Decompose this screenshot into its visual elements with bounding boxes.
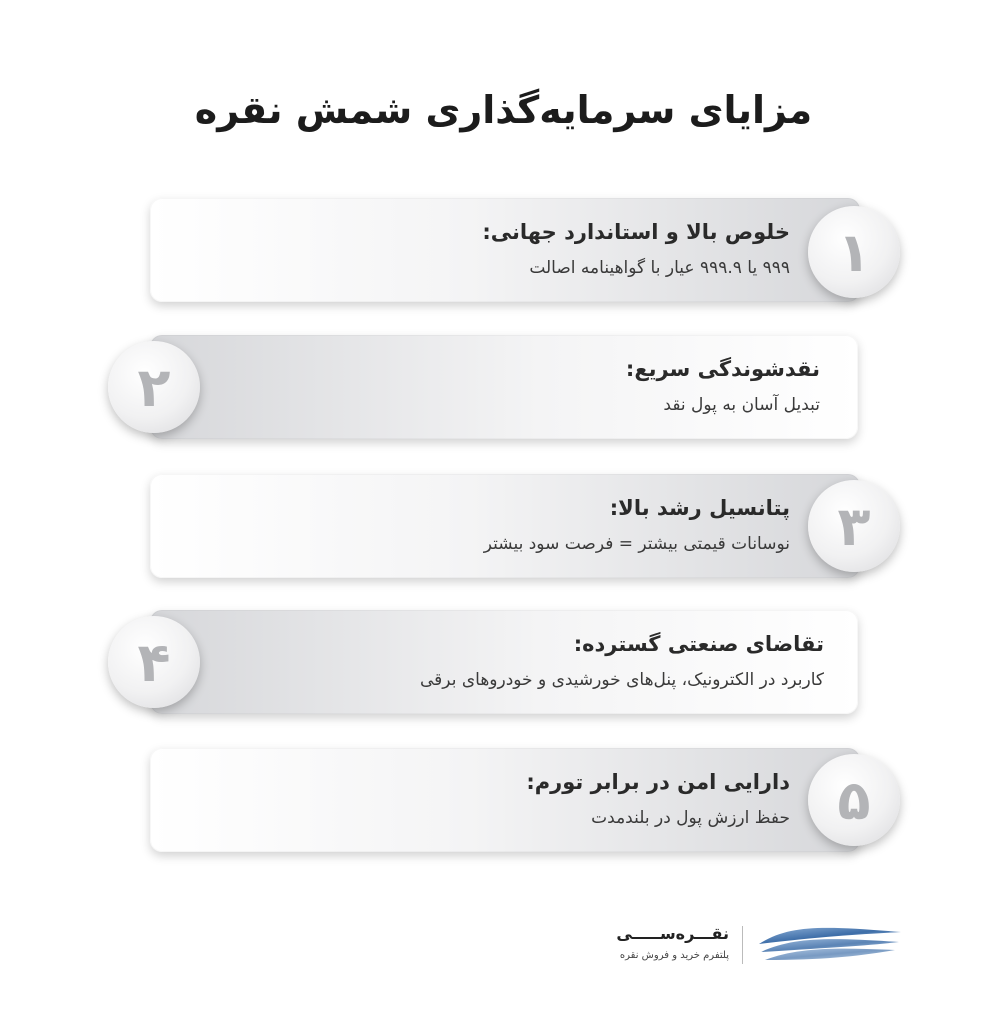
benefit-description: حفظ ارزش پول در بلندمدت bbox=[591, 808, 790, 828]
brand-divider bbox=[742, 926, 743, 964]
benefit-card-2 bbox=[150, 335, 858, 439]
silver-waves-logo-icon bbox=[755, 914, 905, 974]
number-badge-2: ۲ bbox=[108, 341, 200, 433]
benefit-description: کاربرد در الکترونیک، پنل‌های خورشیدی و خودروهای برقی bbox=[420, 670, 824, 690]
brand-name: نقـــره‌ســـــی bbox=[616, 924, 729, 943]
number-badge-4: ۴ bbox=[108, 616, 200, 708]
benefit-heading: نقدشوندگی سریع: bbox=[625, 357, 820, 381]
benefit-card-3 bbox=[150, 474, 860, 578]
benefit-description: نوسانات قیمتی بیشتر = فرصت سود بیشتر bbox=[483, 534, 790, 554]
benefit-heading: پتانسیل رشد بالا: bbox=[609, 496, 790, 520]
benefit-card-1 bbox=[150, 198, 860, 302]
brand-tagline: پلتفرم خرید و فروش نقره bbox=[619, 950, 729, 961]
benefit-heading: خلوص بالا و استاندارد جهانی: bbox=[482, 220, 790, 244]
benefit-card-4 bbox=[150, 610, 858, 714]
number-badge-3: ۳ bbox=[808, 480, 900, 572]
benefit-heading: تقاضای صنعتی گسترده: bbox=[573, 632, 824, 656]
benefit-description: تبدیل آسان به پول نقد bbox=[663, 395, 820, 415]
benefit-card-5 bbox=[150, 748, 860, 852]
number-badge-5: ۵ bbox=[808, 754, 900, 846]
benefit-heading: دارایی امن در برابر تورم: bbox=[526, 770, 790, 794]
page-title: مزایای سرمایه‌گذاری شمش نقره bbox=[194, 88, 813, 132]
benefit-description: ۹۹۹ یا ۹۹۹.۹ عیار با گواهینامه اصالت bbox=[529, 258, 790, 278]
number-badge-1: ۱ bbox=[808, 206, 900, 298]
